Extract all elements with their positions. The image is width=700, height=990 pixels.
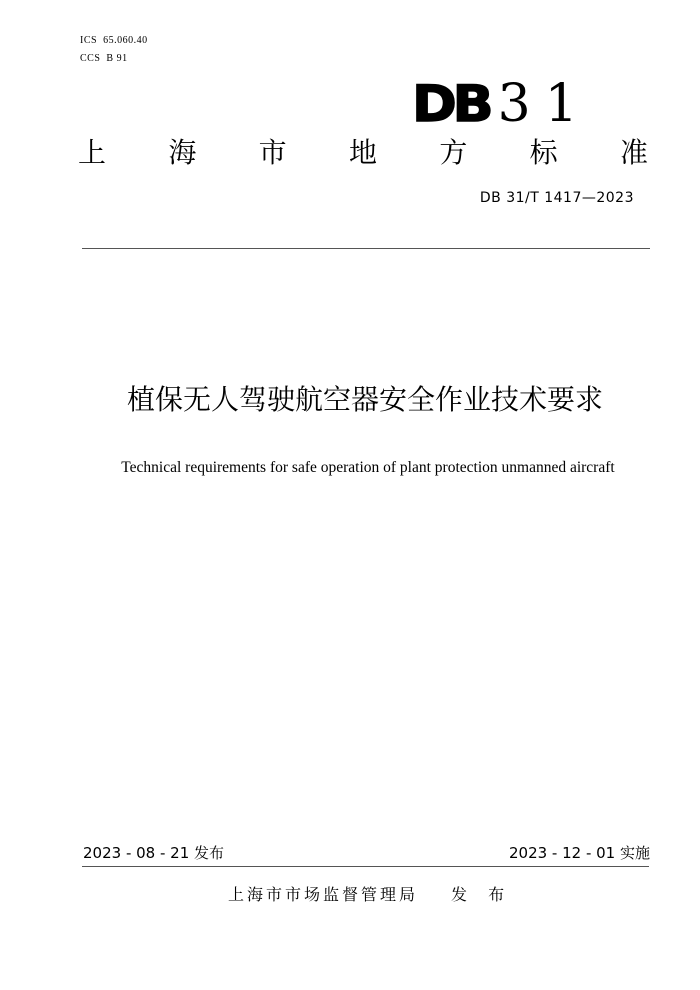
publish-label: 发 布 bbox=[451, 885, 513, 904]
implementation-date: 2023 - 12 - 01 实施 bbox=[508, 844, 650, 862]
standard-type-char: 上 bbox=[78, 136, 107, 169]
standard-type-char: 市 bbox=[258, 136, 287, 169]
ics-code bbox=[80, 35, 148, 46]
standard-type-char: 海 bbox=[168, 136, 197, 169]
ccs-code bbox=[80, 53, 128, 64]
standard-type-banner bbox=[78, 133, 648, 173]
document-title-english: Technical requirements for safe operation of plant protection unmanned aircraft bbox=[121, 459, 615, 476]
ccs-value: B 91 bbox=[106, 53, 128, 64]
header-divider bbox=[82, 248, 650, 249]
standard-type-char: 方 bbox=[439, 136, 468, 169]
document-title-chinese: 植保无人驾驶航空器安全作业技术要求 bbox=[126, 383, 603, 416]
logo-letters: DB bbox=[412, 75, 490, 133]
issue-date: 2023 - 08 - 21 发布 bbox=[83, 844, 225, 862]
standard-type-char: 准 bbox=[619, 136, 648, 169]
ics-label: ICS bbox=[80, 35, 98, 46]
ccs-label: CCS bbox=[80, 53, 101, 64]
ics-value: 65.060.40 bbox=[103, 35, 148, 46]
footer-divider bbox=[82, 866, 649, 867]
db31-logo bbox=[412, 74, 592, 134]
logo-number: 31 bbox=[497, 74, 592, 134]
standard-type-char: 标 bbox=[529, 136, 558, 169]
standard-type-char: 地 bbox=[348, 136, 377, 169]
standard-number: DB 31/T 1417—2023 bbox=[479, 190, 634, 206]
publisher: 上海市市场监督管理局 bbox=[228, 885, 419, 904]
